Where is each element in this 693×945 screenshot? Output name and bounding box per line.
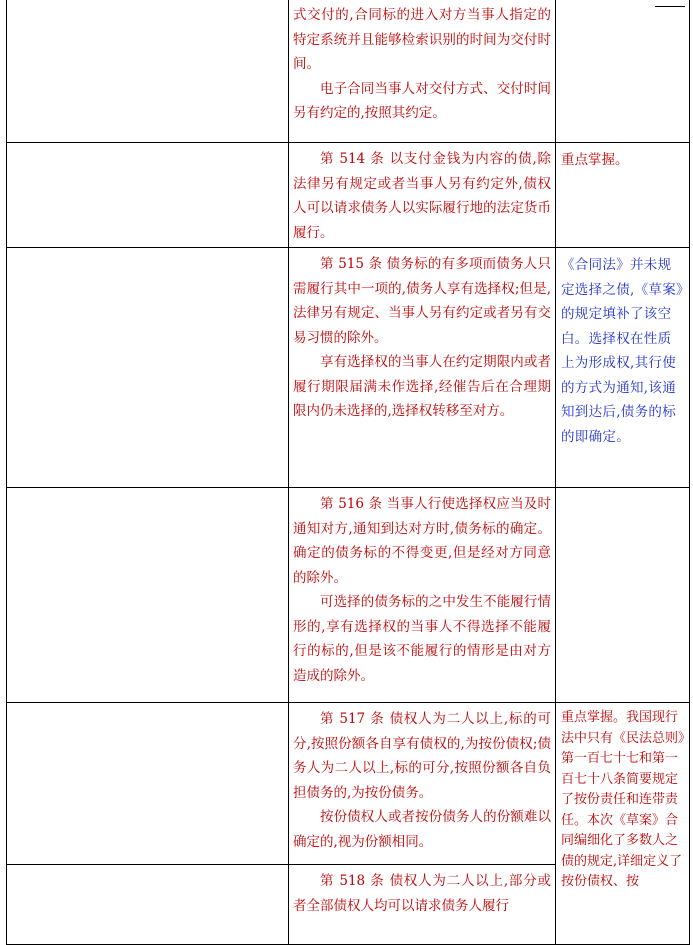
article-paragraph: 按份债权人或者按份债务人的份额难以确定的,视为份额相同。 — [293, 809, 551, 850]
empty-cell — [7, 248, 289, 488]
table-row — [7, 248, 690, 488]
article-cell — [289, 248, 556, 488]
empty-cell — [7, 865, 289, 945]
article-paragraph: 享有选择权的当事人在约定期限内或者履行期限届满未作选择,经催告后在合理期限内仍未选择的,选择权转移至对方。 — [293, 354, 551, 419]
empty-cell — [7, 488, 289, 703]
note-cell — [556, 248, 690, 488]
annotation-text: 重点掌握。我国现行法中只有《民法总则》第一百七十七和第一百七十八条简要规定了按份责任和连带责任。本次《草案》合同编细化了多数人之债的规定,详细定义了按份债权、按 — [561, 710, 685, 889]
note-cell — [556, 0, 690, 143]
note-cell — [556, 488, 690, 703]
article-cell — [289, 488, 556, 703]
empty-cell — [7, 143, 289, 248]
annotation-text: 重点掌握。 — [561, 152, 629, 168]
article-paragraph: 第 515 条 债务标的有多项而债务人只需履行其中一项的,债务人享有选择权;但是,法律另有规定、当事人另有约定或者另有交易习惯的除外。 — [293, 256, 551, 346]
note-cell — [556, 143, 690, 248]
empty-cell — [7, 0, 289, 143]
article-paragraph: 第 516 条 当事人行使选择权应当及时通知对方,通知到达对方时,债务标的确定。确定的债务标的不得变更,但是经对方同意的除外。 — [293, 496, 551, 586]
article-paragraph: 可选择的债务标的之中发生不能履行情形的,享有选择权的当事人不得选择不能履行的标的,但是该不能履行的情形是由对方造成的除外。 — [293, 594, 551, 684]
statute-table — [6, 0, 690, 945]
table-row — [7, 488, 690, 703]
article-cell — [289, 703, 556, 865]
article-paragraph: 第 518 条 债权人为二人以上,部分或者全部债权人均可以请求债务人履行 — [293, 873, 551, 914]
table-row — [7, 0, 690, 143]
article-cell — [289, 865, 556, 945]
empty-cell — [7, 703, 289, 865]
article-cell — [289, 143, 556, 248]
note-cell — [556, 703, 690, 945]
table-row — [7, 143, 690, 248]
article-paragraph: 式交付的,合同标的进入对方当事人指定的特定系统并且能够检索识别的时间为交付时间。 — [293, 7, 551, 72]
article-paragraph: 第 514 条 以支付金钱为内容的债,除法律另有规定或者当事人另有约定外,债权人可以请求债务人以实际履行地的法定货币履行。 — [293, 151, 551, 241]
annotation-text: 《合同法》并未规定选择之债,《草案》的规定填补了该空白。选择权在性质上为形成权,其行使的方式为通知,该通知到达后,债务的标的即确定。 — [561, 257, 684, 445]
article-paragraph: 电子合同当事人对交付方式、交付时间另有约定的,按照其约定。 — [293, 80, 551, 121]
article-cell — [289, 0, 556, 143]
table-row — [7, 703, 690, 865]
article-paragraph: 第 517 条 债权人为二人以上,标的可分,按照份额各自享有债权的,为按份债权;债务人为二人以上,标的可分,按照份额各自负担债务的,为按份债务。 — [293, 711, 551, 801]
